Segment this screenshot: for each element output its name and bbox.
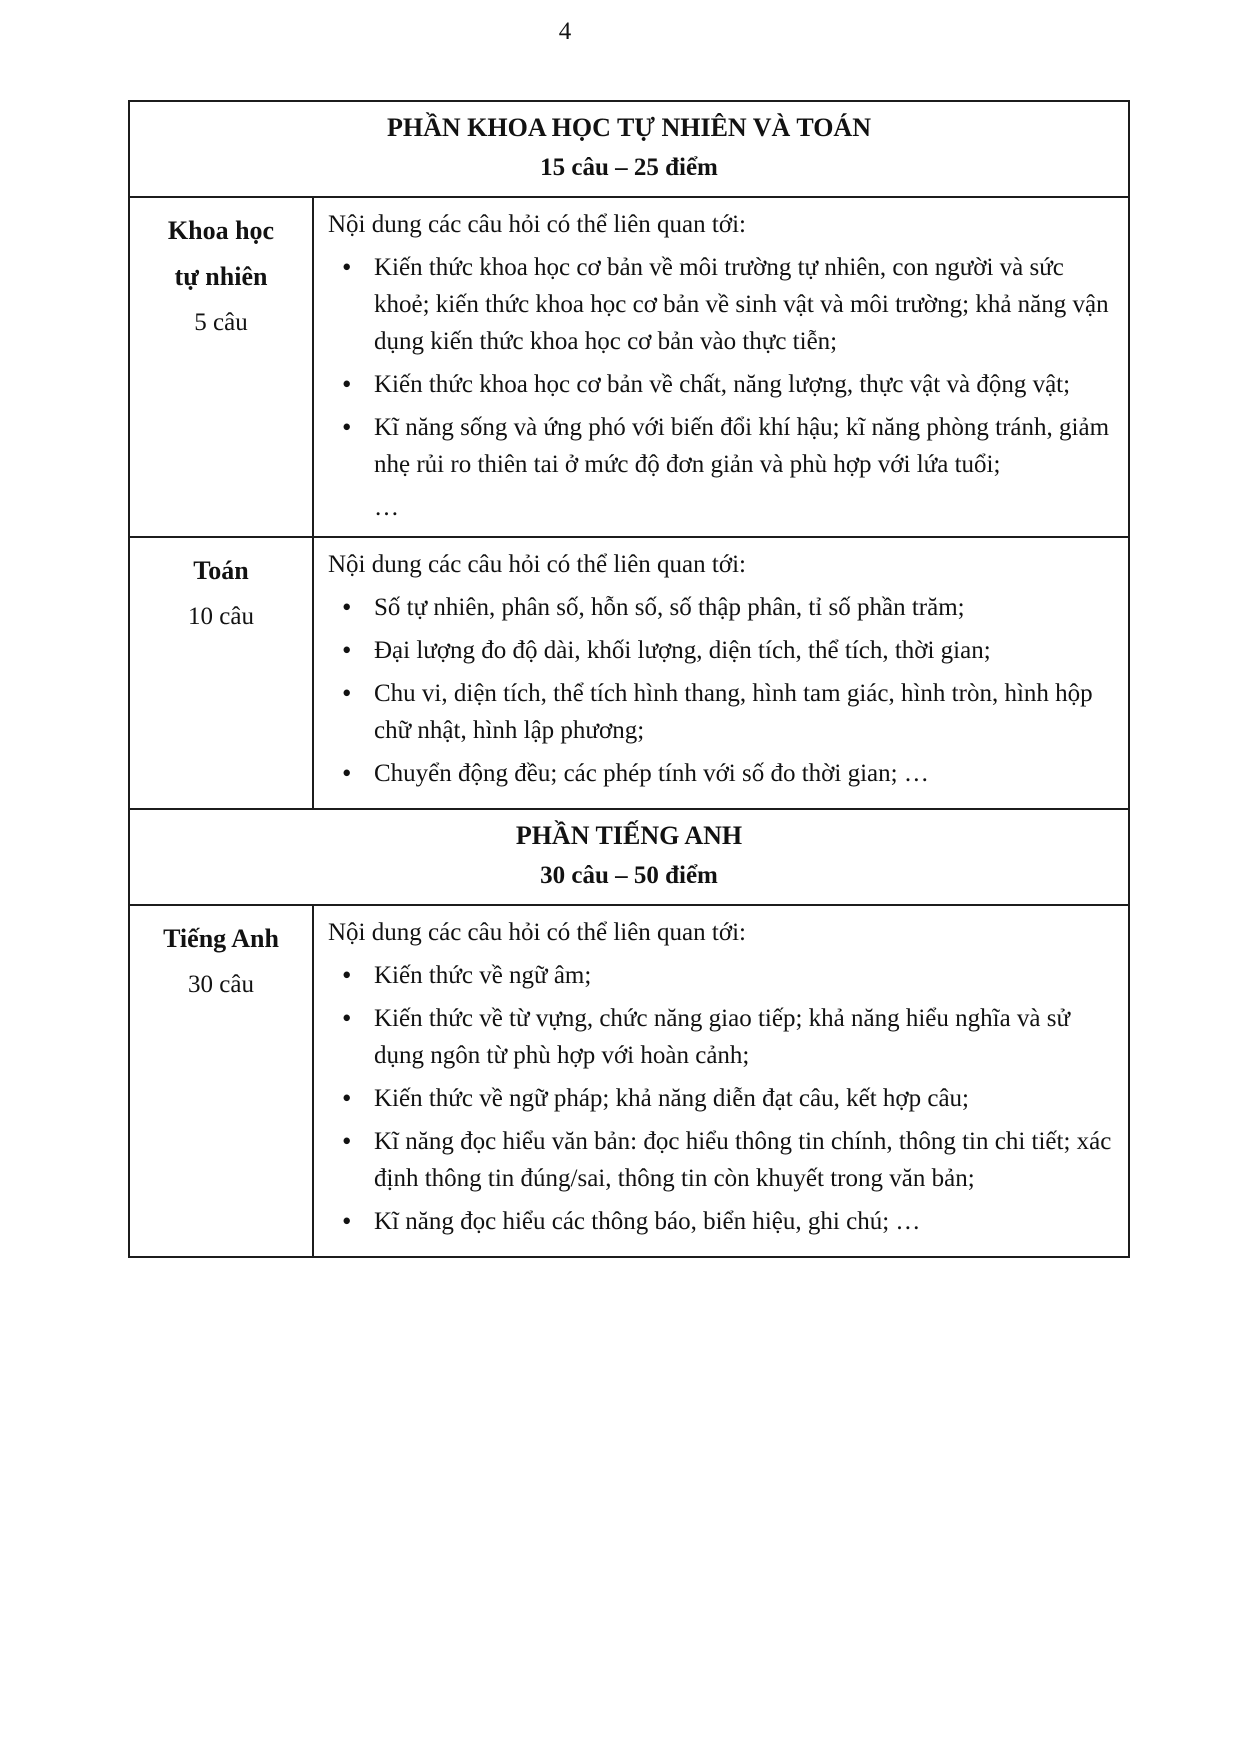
subject-name: Toán bbox=[193, 556, 249, 585]
bullet-item: • Kĩ năng sống và ứng phó với biến đổi khí hậu; kĩ năng phòng tránh, giảm nhẹ rủi ro thiên tai ở mức độ đơn giản và phù hợp với lứa tuổi; bbox=[328, 409, 1114, 483]
bullet-item: • Kiến thức khoa học cơ bản về chất, năng lượng, thực vật và động vật; bbox=[328, 366, 1114, 403]
content-intro: Nội dung các câu hỏi có thể liên quan tới: bbox=[328, 551, 746, 578]
content-intro: Nội dung các câu hỏi có thể liên quan tới: bbox=[328, 211, 746, 238]
section-header-row bbox=[129, 101, 1129, 197]
bullet-list bbox=[328, 249, 1114, 483]
ellipsis-line: … bbox=[374, 494, 399, 521]
bullet-item: • Kĩ năng đọc hiểu văn bản: đọc hiểu thông tin chính, thông tin chi tiết; xác định thông tin đúng/sai, thông tin còn khuyết trong văn bản; bbox=[328, 1123, 1114, 1197]
content-intro: Nội dung các câu hỏi có thể liên quan tới: bbox=[328, 919, 746, 946]
table-row-math bbox=[129, 537, 1129, 809]
content-cell-natural-science bbox=[313, 197, 1129, 537]
bullet-list bbox=[328, 957, 1114, 1240]
bullet-list bbox=[328, 589, 1114, 792]
bullet-item: • Đại lượng đo độ dài, khối lượng, diện tích, thể tích, thời gian; bbox=[328, 632, 1114, 669]
subject-cell-english bbox=[129, 905, 313, 1257]
section-subtitle: 15 câu – 25 điểm bbox=[540, 154, 718, 181]
exam-structure-table bbox=[128, 100, 1130, 1258]
section-title: PHẦN KHOA HỌC TỰ NHIÊN VÀ TOÁN bbox=[387, 113, 871, 142]
bullet-item: • Kiến thức khoa học cơ bản về môi trường tự nhiên, con người và sức khoẻ; kiến thức khoa học cơ bản về sinh vật và môi trường; khả năng vận dụng kiến thức khoa học cơ bản vào thực tiễn; bbox=[328, 249, 1114, 360]
section-title: PHẦN TIẾNG ANH bbox=[515, 821, 743, 850]
bullet-item: • Chuyển động đều; các phép tính với số đo thời gian; … bbox=[328, 755, 1114, 792]
bullet-item: • Kĩ năng đọc hiểu các thông báo, biển hiệu, ghi chú; … bbox=[328, 1203, 1114, 1240]
subject-question-count: 30 câu bbox=[188, 971, 254, 998]
subject-cell-natural-science bbox=[129, 197, 313, 537]
content-cell-english bbox=[313, 905, 1129, 1257]
bullet-item: • Kiến thức về ngữ pháp; khả năng diễn đạt câu, kết hợp câu; bbox=[328, 1080, 1114, 1117]
subject-question-count: 10 câu bbox=[188, 603, 254, 630]
page-number: 4 bbox=[558, 18, 572, 45]
table-row-natural-science bbox=[129, 197, 1129, 537]
section-header-science-math bbox=[129, 101, 1129, 197]
bullet-item: • Kiến thức về từ vựng, chức năng giao tiếp; khả năng hiểu nghĩa và sử dụng ngôn từ phù hợp với hoàn cảnh; bbox=[328, 1000, 1114, 1074]
subject-cell-math bbox=[129, 537, 313, 809]
subject-name: tự nhiên bbox=[174, 262, 268, 291]
section-header-english bbox=[129, 809, 1129, 905]
bullet-item: • Số tự nhiên, phân số, hỗn số, số thập phân, tỉ số phần trăm; bbox=[328, 589, 1114, 626]
bullet-item: • Chu vi, diện tích, thể tích hình thang, hình tam giác, hình tròn, hình hộp chữ nhật, hình lập phương; bbox=[328, 675, 1114, 749]
bullet-item: • Kiến thức về ngữ âm; bbox=[328, 957, 1114, 994]
subject-name: Khoa học bbox=[167, 216, 275, 245]
table-row-english bbox=[129, 905, 1129, 1257]
subject-name: Tiếng Anh bbox=[163, 924, 279, 953]
section-header-row bbox=[129, 809, 1129, 905]
subject-question-count: 5 câu bbox=[194, 309, 248, 336]
section-subtitle: 30 câu – 50 điểm bbox=[540, 862, 718, 889]
content-cell-math bbox=[313, 537, 1129, 809]
